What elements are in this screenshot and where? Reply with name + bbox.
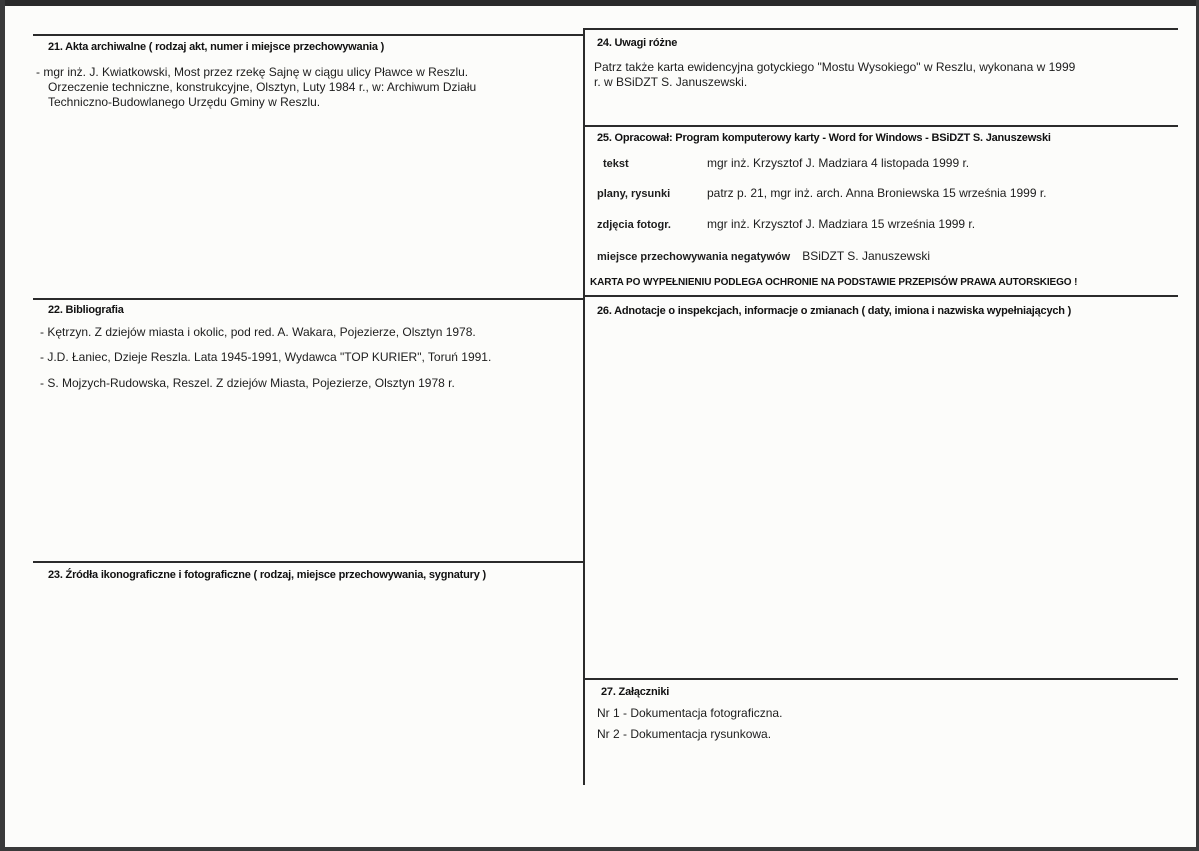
section-22-header: 22. Bibliografia [48,304,124,316]
section-21-header: 21. Akta archiwalne ( rodzaj akt, numer i miejsce przechowywania ) [48,41,385,53]
section-21-line: - mgr inż. J. Kwiatkowski, Most przez rzekę Sajnę w ciągu ulicy Pławce w Reszlu. [36,65,469,79]
section-23-header: 23. Źródła ikonograficzne i fotograficzne ( rodzaj, miejsce przechowywania, sygnatury ) [48,569,486,581]
bibliography-item: - Kętrzyn. Z dziejów miasta i okolic, pod red. A. Wakara, Pojezierze, Olsztyn 1978. [40,325,476,339]
section-21-body [36,65,576,110]
attachment-item: Nr 2 - Dokumentacja rysunkowa. [597,727,772,741]
author-row-label: tekst [603,158,629,170]
author-row-negatives [597,249,930,263]
scan-edge-bottom [0,847,1199,851]
section-24-line: Patrz także karta ewidencyjna gotyckiego "Mostu Wysokiego" w Reszlu, wykonana w 1999 [594,60,1076,74]
copyright-notice: KARTA PO WYPEŁNIENIU PODLEGA OCHRONIE NA PODSTAWIE PRZEPISÓW PRAWA AUTORSKIEGO ! [590,277,1078,288]
section-21-line: Techniczno-Budowlanego Urzędu Gminy w Reszlu. [48,95,321,109]
section-27-header: 27. Załączniki [601,686,670,698]
author-row-label: miejsce przechowywania negatywów [597,251,791,263]
scan-edge-left [0,0,5,851]
section-25-header: 25. Opracował: Program komputerowy karty - Word for Windows - BSiDZT S. Januszewski [597,132,1051,144]
section-21-line: Orzeczenie techniczne, konstrukcyjne, Olsztyn, Luty 1984 r., w: Archiwum Działu [48,80,477,94]
bibliography-item: - S. Mojzych-Rudowska, Reszel. Z dziejów Miasta, Pojezierze, Olsztyn 1978 r. [40,376,455,390]
divider-top-right [585,28,1178,30]
author-row-label: zdjęcia fotogr. [597,219,671,231]
attachment-item: Nr 1 - Dokumentacja fotograficzna. [597,706,783,720]
bibliography-item: - J.D. Łaniec, Dzieje Reszla. Lata 1945-1991, Wydawca "TOP KURIER", Toruń 1991. [40,350,492,364]
author-row-value: BSiDZT S. Januszewski [802,249,931,263]
divider-top-left [33,34,585,36]
section-24-header: 24. Uwagi różne [597,37,678,49]
author-row-value: patrz p. 21, mgr inż. arch. Anna Broniewska 15 września 1999 r. [707,186,1047,200]
author-row-text [603,156,969,170]
author-row-value: mgr inż. Krzysztof J. Madziara 4 listopada 1999 r. [707,156,970,170]
divider-22-23 [33,561,584,563]
author-row-label: plany, rysunki [597,188,671,200]
section-24-body [594,60,1174,90]
divider-21-22 [33,298,584,300]
divider-25-26 [585,295,1178,297]
section-26-header: 26. Adnotacje o inspekcjach, informacje o zmianach ( daty, imiona i nazwiska wypełniających ) [597,305,1072,317]
author-row-photos [597,217,975,231]
author-row-value: mgr inż. Krzysztof J. Madziara 15 września 1999 r. [707,217,976,231]
author-row-plans [597,186,1047,200]
divider-26-27 [585,678,1178,680]
divider-24-25 [585,125,1178,127]
divider-center-vertical [583,28,585,785]
section-24-line: r. w BSiDZT S. Januszewski. [594,75,748,89]
scan-edge-top [0,0,1199,6]
